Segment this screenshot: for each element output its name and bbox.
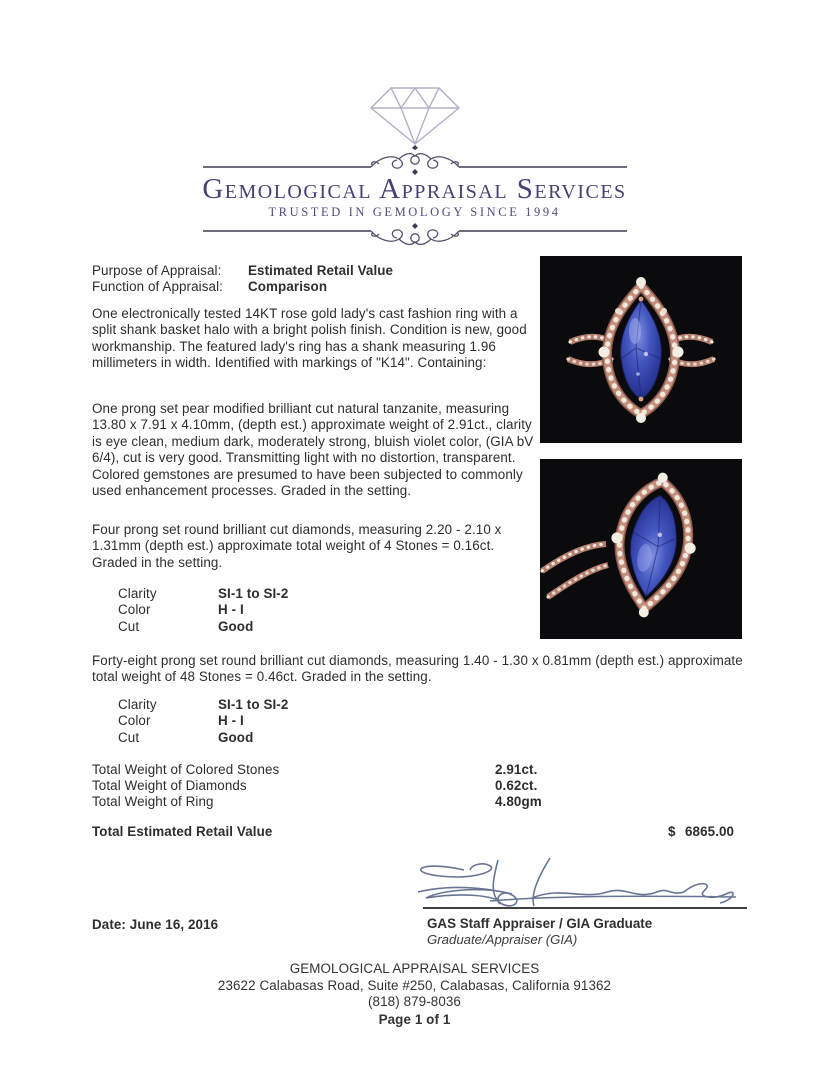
table-row — [118, 586, 288, 602]
paragraph-ring-description: One electronically tested 14KT rose gold lady's cast fashion ring with a split shank basket halo with a bright polish finish. Condition is new, good workmanship. The featured lady's ring has a shank measuring 1.96 millimeters in width. Identified with markings of "K14". Containing: — [92, 306, 527, 371]
total-ring-weight-value: 4.80gm — [495, 793, 542, 809]
color-value: H - I — [218, 602, 244, 618]
company-title: Gemological Appraisal Services — [202, 173, 627, 205]
total-colored-stones-label: Total Weight of Colored Stones — [92, 762, 280, 777]
cut-value: Good — [218, 729, 254, 745]
page-number: Page 1 of 1 — [378, 1011, 451, 1027]
table-row — [118, 713, 288, 729]
retail-value-row — [92, 824, 760, 840]
paragraph-fortyeight-diamonds: Forty-eight prong set round brilliant cut diamonds, measuring 1.40 - 1.30 x 0.81mm (depth est.) approximate total weight of 48 Stones = 0.46ct. Graded in the setting. — [92, 653, 743, 685]
total-colored-stones-value: 2.91ct. — [495, 762, 538, 777]
retail-value-label: Total Estimated Retail Value — [92, 824, 273, 839]
function-row — [92, 279, 393, 295]
color-label: Color — [118, 602, 151, 618]
appraiser-signature — [402, 856, 750, 912]
appraiser-subtitle: Graduate/Appraiser (GIA) — [427, 932, 578, 947]
ring-photo-front — [540, 256, 742, 443]
currency-symbol: $ — [668, 824, 676, 839]
total-ring-weight-label: Total Weight of Ring — [92, 793, 214, 809]
total-diamonds-value: 0.62ct. — [495, 777, 538, 793]
function-value: Comparison — [248, 279, 328, 295]
company-tagline: TRUSTED IN GEMOLOGY SINCE 1994 — [268, 205, 561, 219]
table-row — [118, 730, 288, 746]
document-footer — [0, 961, 829, 1028]
footer-address: 23622 Calabasas Road, Suite #250, Calabasas, California 91362 — [217, 977, 612, 993]
clarity-label: Clarity — [118, 586, 157, 601]
grade-table-2 — [118, 697, 288, 746]
total-diamonds-row — [92, 778, 760, 794]
color-value: H - I — [218, 713, 244, 729]
clarity-value: SI-1 to SI-2 — [218, 586, 289, 601]
total-ring-weight-row — [92, 794, 760, 810]
footer-phone: (818) 879-8036 — [368, 994, 461, 1010]
ring-photo-angle — [540, 459, 742, 639]
grade-table-1 — [118, 586, 288, 635]
appraiser-title: GAS Staff Appraiser / GIA Graduate — [427, 916, 653, 931]
color-label: Color — [118, 713, 151, 729]
cut-value: Good — [218, 618, 254, 634]
clarity-label: Clarity — [118, 697, 157, 712]
signature-line — [423, 907, 747, 909]
footer-company: GEMOLOGICAL APPRAISAL SERVICES — [289, 961, 540, 976]
table-row — [118, 602, 288, 618]
appraiser-block — [427, 916, 652, 948]
logo-block — [0, 84, 829, 248]
paragraph-tanzanite: One prong set pear modified brilliant cut natural tanzanite, measuring 13.80 x 7.91 x 4.10mm, (depth est.) approximate weight of 2.91ct., clarity is eye clean, medium dark, moderately strong, bluish violet color, (GIA bV 6/4), cut is very good. Transmitting light with no distortion, transparent. Colored gemstones are presumed to have been subjected to commonly used enhancement processes. Graded in the setting. — [92, 401, 534, 499]
cut-label: Cut — [118, 729, 140, 745]
appraisal-date: Date: June 16, 2016 — [92, 917, 219, 932]
totals-block — [92, 762, 760, 809]
retail-value-amount: 6865.00 — [685, 824, 735, 839]
function-label: Function of Appraisal: — [92, 279, 223, 295]
total-diamonds-label: Total Weight of Diamonds — [92, 777, 247, 793]
purpose-label: Purpose of Appraisal: — [92, 263, 222, 278]
clarity-value: SI-1 to SI-2 — [218, 697, 289, 712]
table-row — [118, 619, 288, 635]
table-row — [118, 697, 288, 713]
cut-label: Cut — [118, 618, 140, 634]
paragraph-four-diamonds: Four prong set round brilliant cut diamonds, measuring 2.20 - 2.10 x 1.31mm (depth est.) approximate total weight of 4 Stones = 0.16ct. Graded in the setting. — [92, 522, 502, 570]
purpose-value: Estimated Retail Value — [248, 263, 394, 278]
purpose-row — [92, 263, 393, 279]
diamond-logo-icon — [367, 84, 463, 150]
flourish-divider-icon — [203, 222, 627, 248]
total-colored-stones-row — [92, 762, 760, 778]
appraisal-head — [92, 263, 393, 296]
